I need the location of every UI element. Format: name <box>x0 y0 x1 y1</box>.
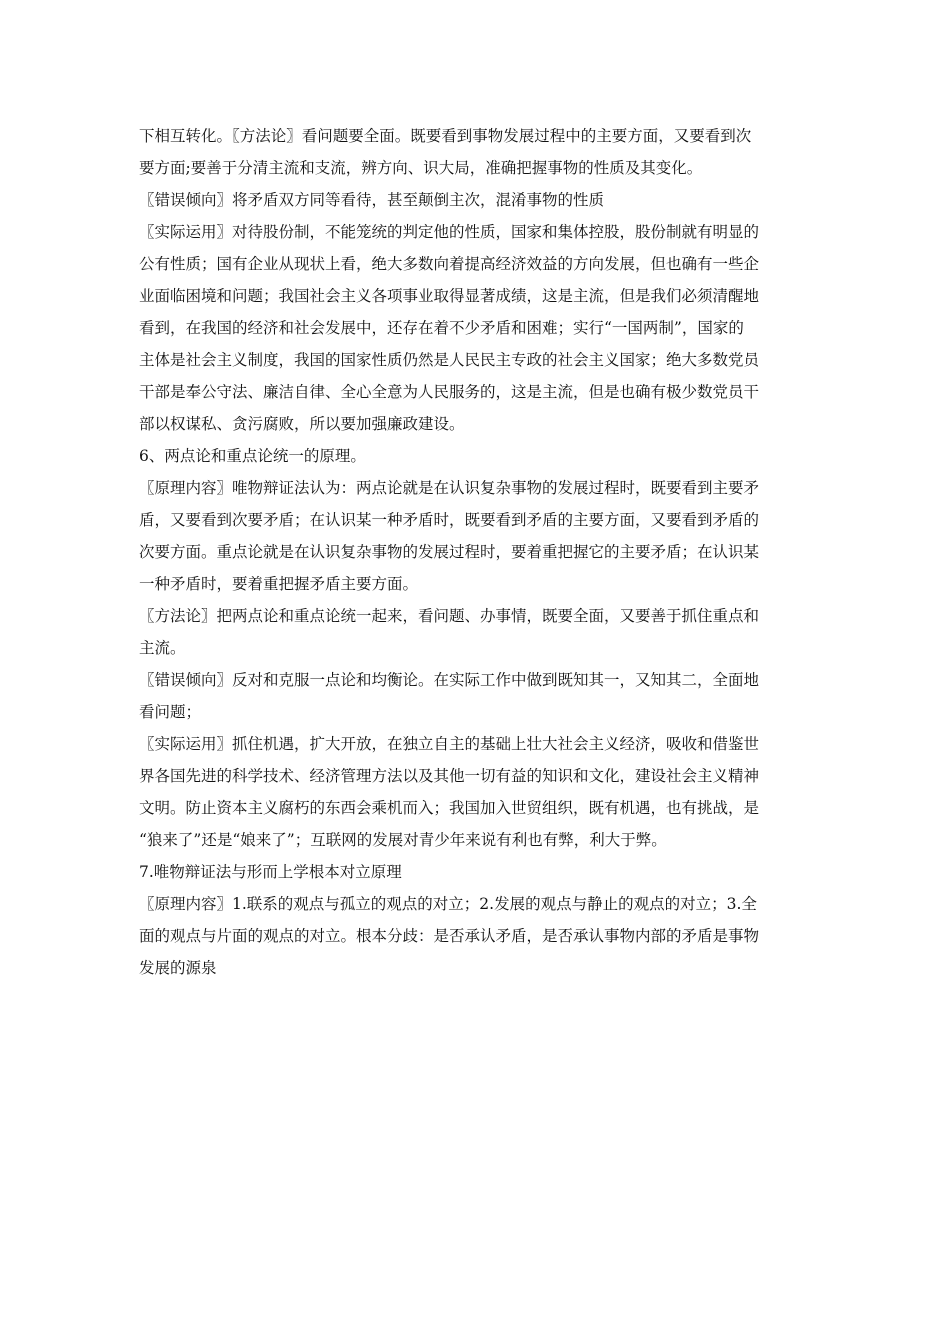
text-line: 一种矛盾时，要着重把握矛盾主要方面。 <box>139 575 419 593</box>
document-body <box>139 120 811 984</box>
text-line: 〖实际运用〗对待股份制，不能笼统的判定他的性质，国家和集体控股，股份制就有明显的 <box>139 223 760 241</box>
text-line: 〖实际运用〗抓住机遇，扩大开放，在独立自主的基础上壮大社会主义经济，吸收和借鉴世 <box>139 735 760 753</box>
text-line: 业面临困境和问题；我国社会主义各项事业取得显著成绩，这是主流，但是我们必须清醒地 <box>139 287 760 305</box>
text-line: 〖原理内容〗1.联系的观点与孤立的观点的对立；2.发展的观点与静止的观点的对立；3.全 <box>139 895 757 913</box>
text-line: 面的观点与片面的观点的对立。根本分歧：是否承认矛盾，是否承认事物内部的矛盾是事物 <box>139 927 760 945</box>
text-line: 主体是社会主义制度，我国的国家性质仍然是人民民主专政的社会主义国家；绝大多数党员 <box>139 351 760 369</box>
text-line: 看问题； <box>139 703 202 721</box>
text-line: 部以权谋私、贪污腐败，所以要加强廉政建设。 <box>139 415 465 433</box>
section-heading: 6、两点论和重点论统一的原理。 <box>139 447 366 465</box>
text-line: 〖原理内容〗唯物辩证法认为：两点论就是在认识复杂事物的发展过程时，既要看到主要矛 <box>139 479 760 497</box>
text-line: “狼来了”还是“娘来了”；互联网的发展对青少年来说有利也有弊，利大于弊。 <box>139 831 667 849</box>
text-line: 盾，又要看到次要矛盾；在认识某一种矛盾时，既要看到矛盾的主要方面，又要看到矛盾的 <box>139 511 760 529</box>
text-line: 〖方法论〗把两点论和重点论统一起来，看问题、办事情，既要全面，又要善于抓住重点和 <box>139 607 760 625</box>
text-line: 下相互转化。〖方法论〗看问题要全面。既要看到事物发展过程中的主要方面，又要看到次 <box>139 127 752 145</box>
text-line: 发展的源泉 <box>139 959 217 977</box>
text-line: 干部是奉公守法、廉洁自律、全心全意为人民服务的，这是主流，但是也确有极少数党员干 <box>139 383 760 401</box>
section-heading: 7.唯物辩证法与形而上学根本对立原理 <box>139 863 402 881</box>
text-line: 界各国先进的科学技术、经济管理方法以及其他一切有益的知识和文化，建设社会主义精神 <box>139 767 760 785</box>
text-line: 要方面;要善于分清主流和支流，辨方向、识大局，准确把握事物的性质及其变化。 <box>139 159 703 177</box>
text-line: 〖错误倾向〗将矛盾双方同等看待，甚至颠倒主次，混淆事物的性质 <box>139 191 605 209</box>
text-line: 看到，在我国的经济和社会发展中，还存在着不少矛盾和困难；实行“一国两制”，国家的 <box>139 319 744 337</box>
text-line: 文明。防止资本主义腐朽的东西会乘机而入；我国加入世贸组织，既有机遇，也有挑战，是 <box>139 799 760 817</box>
text-line: 〖错误倾向〗反对和克服一点论和均衡论。在实际工作中做到既知其一，又知其二，全面地 <box>139 671 760 689</box>
text-line: 公有性质；国有企业从现状上看，绝大多数向着提高经济效益的方向发展，但也确有一些企 <box>139 255 760 273</box>
text-line: 次要方面。重点论就是在认识复杂事物的发展过程时，要着重把握它的主要矛盾；在认识某 <box>139 543 760 561</box>
text-line: 主流。 <box>139 639 186 657</box>
